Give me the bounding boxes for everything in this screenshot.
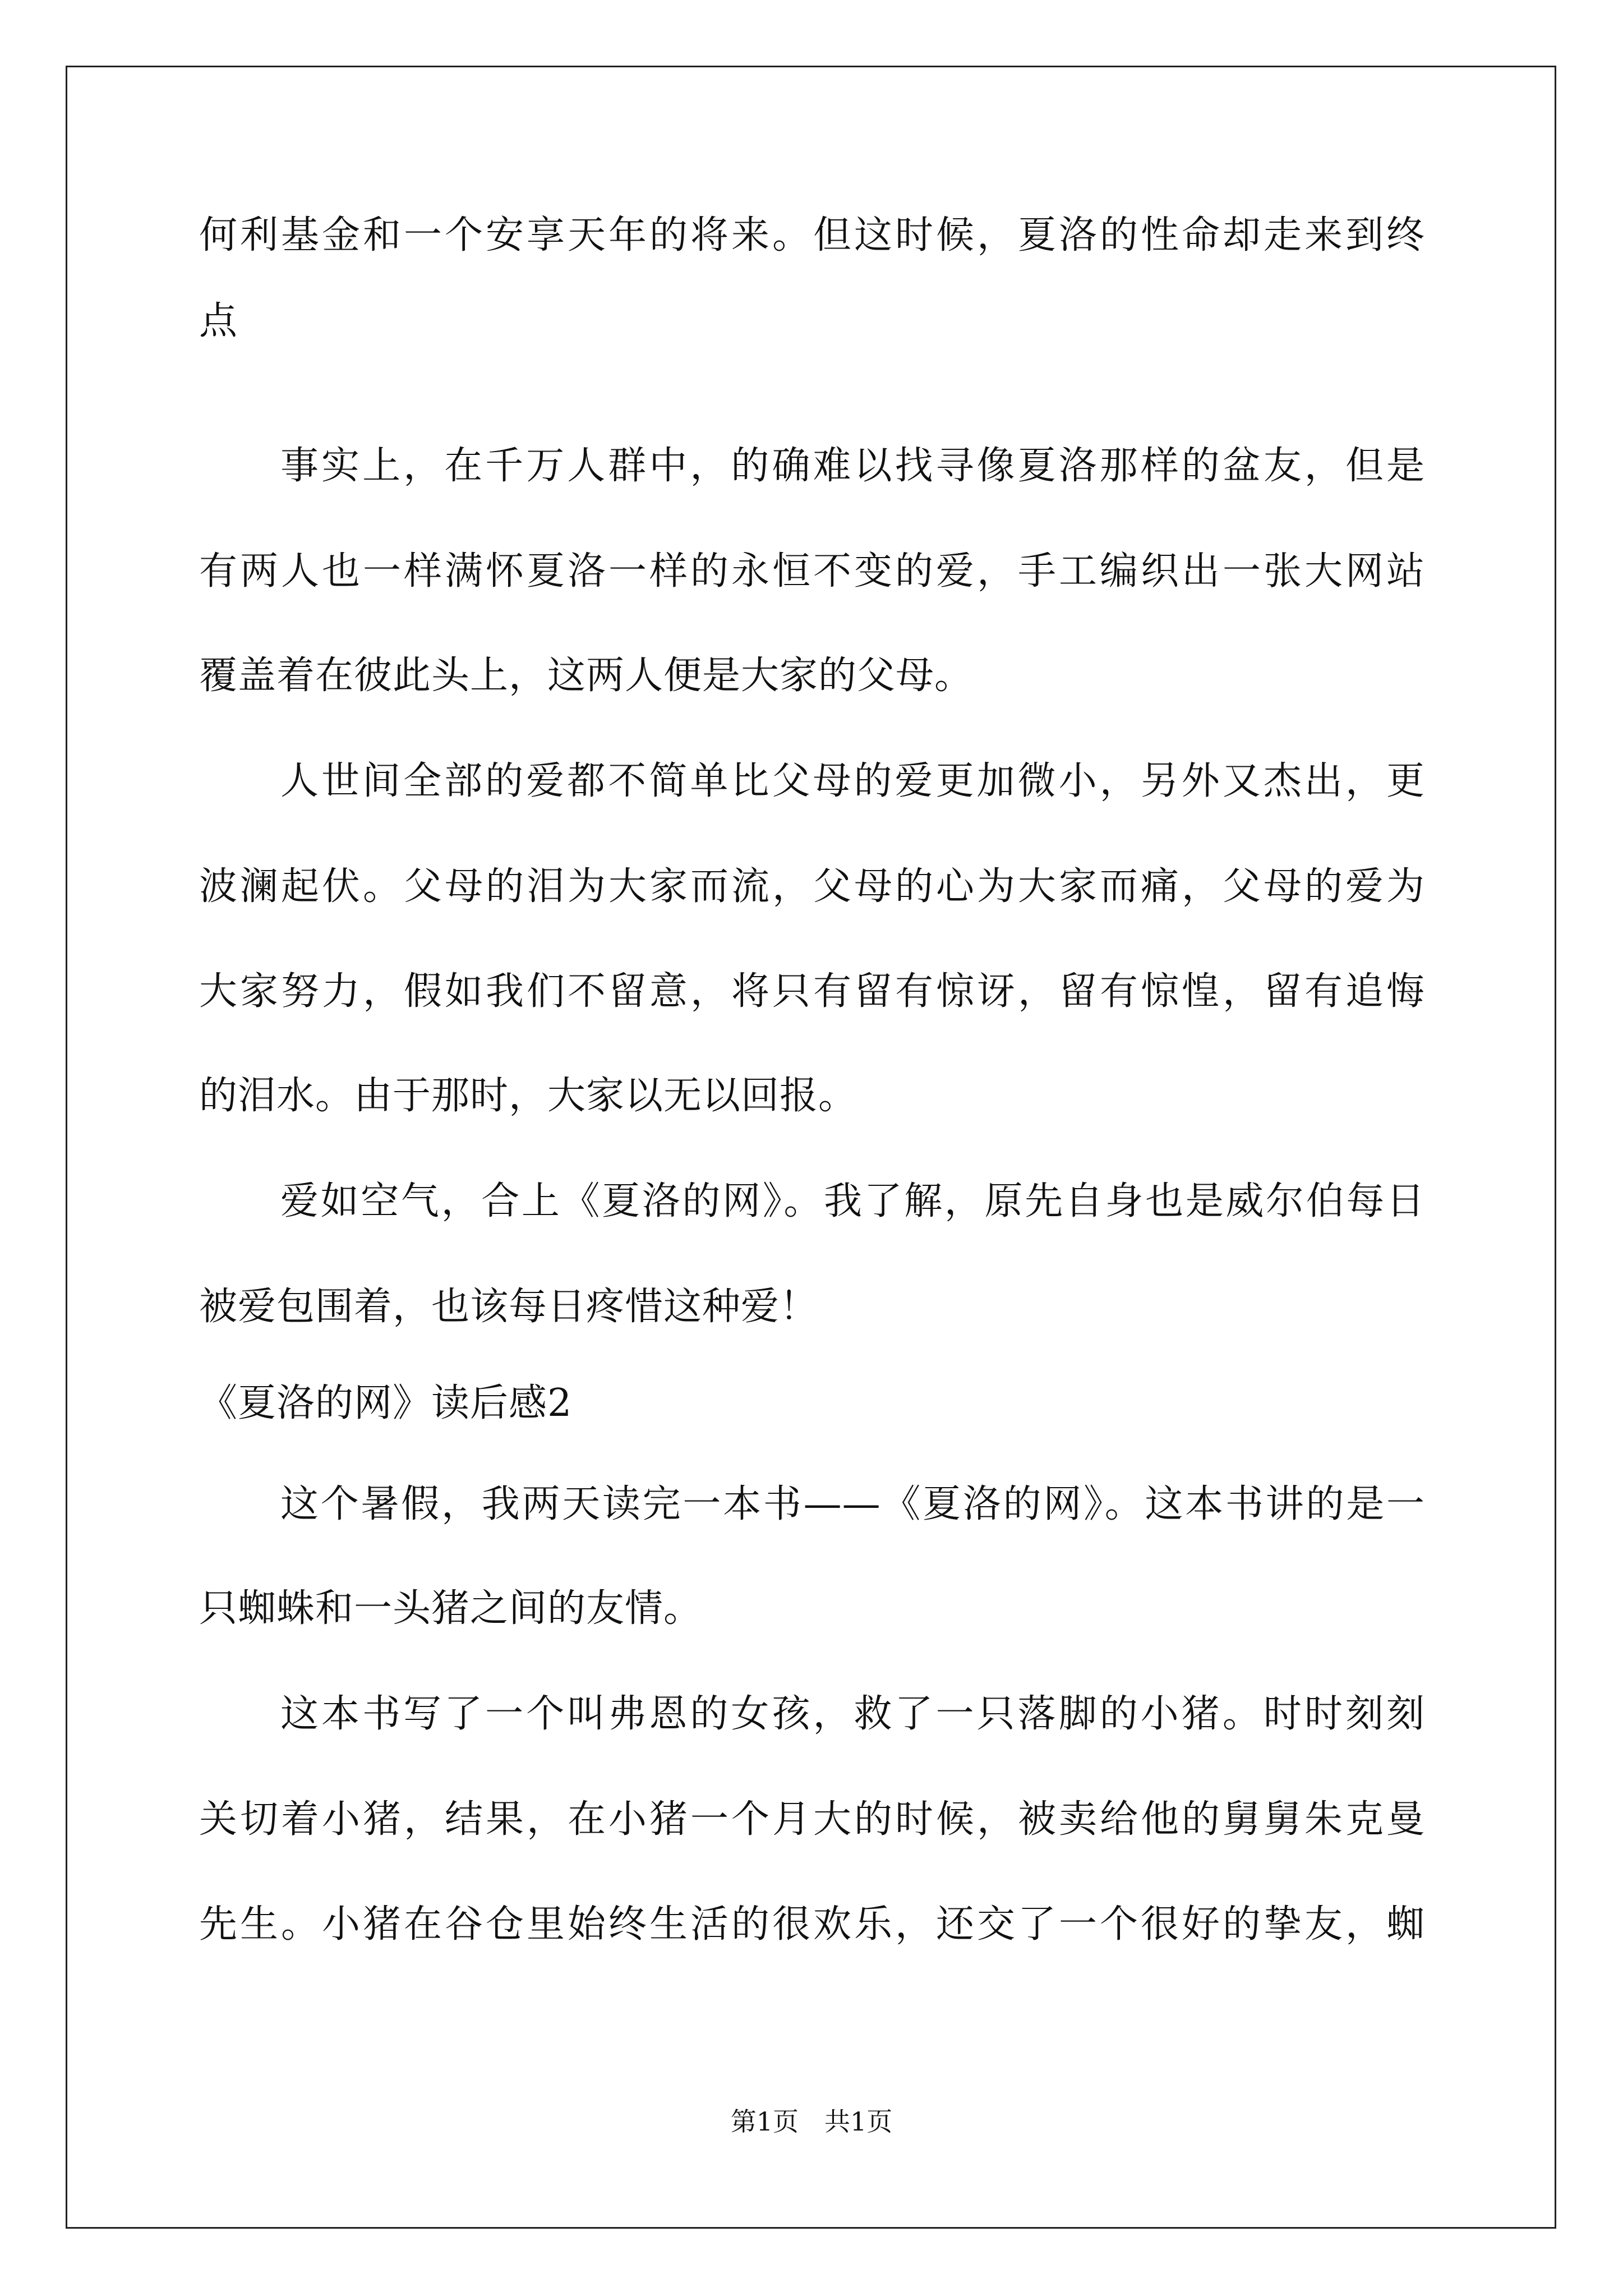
text-line: 波澜起伏。父母的泪为大家而流，父母的心为大家而痛，父母的爱为 [199, 864, 1425, 909]
page-footer: 第1页 共1页 [730, 2106, 893, 2137]
text-line: 何利基金和一个安享天年的将来。但这时候，夏洛的性命却走来到终 [199, 213, 1425, 257]
text-line: 点 [199, 299, 238, 343]
text-line: 的泪水。由于那时，大家以无以回报。 [199, 1074, 857, 1118]
text-line: 覆盖着在彼此头上，这两人便是大家的父母。 [199, 654, 974, 698]
text-line: 大家努力，假如我们不留意，将只有留有惊讶，留有惊惶，留有追悔 [199, 969, 1425, 1014]
text-line: 有两人也一样满怀夏洛一样的永恒不变的爱，手工编织出一张大网站 [199, 549, 1425, 593]
text-line: 被爱包围着，也该每日疼惜这种爱！ [199, 1285, 819, 1329]
text-line: 只蜘蛛和一头猪之间的友情。 [199, 1586, 703, 1631]
text-line: 事实上，在千万人群中，的确难以找寻像夏洛那样的盆友，但是 [280, 444, 1425, 488]
text-line: 这个暑假，我两天读完一本书——《夏洛的网》。这本书讲的是一 [280, 1482, 1425, 1526]
text-line: 关切着小猪，结果，在小猪一个月大的时候，被卖给他的舅舅朱克曼 [199, 1797, 1425, 1842]
section-heading: 《夏洛的网》读后感2 [199, 1381, 573, 1425]
text-line: 人世间全部的爱都不简单比父母的爱更加微小，另外又杰出，更 [280, 759, 1425, 803]
text-line: 先生。小猪在谷仓里始终生活的很欢乐，还交了一个很好的挚友，蜘 [199, 1902, 1425, 1947]
text-line: 这本书写了一个叫弗恩的女孩，救了一只落脚的小猪。时时刻刻 [280, 1692, 1425, 1736]
text-line: 爱如空气，合上《夏洛的网》。我了解，原先自身也是威尔伯每日 [280, 1179, 1425, 1223]
